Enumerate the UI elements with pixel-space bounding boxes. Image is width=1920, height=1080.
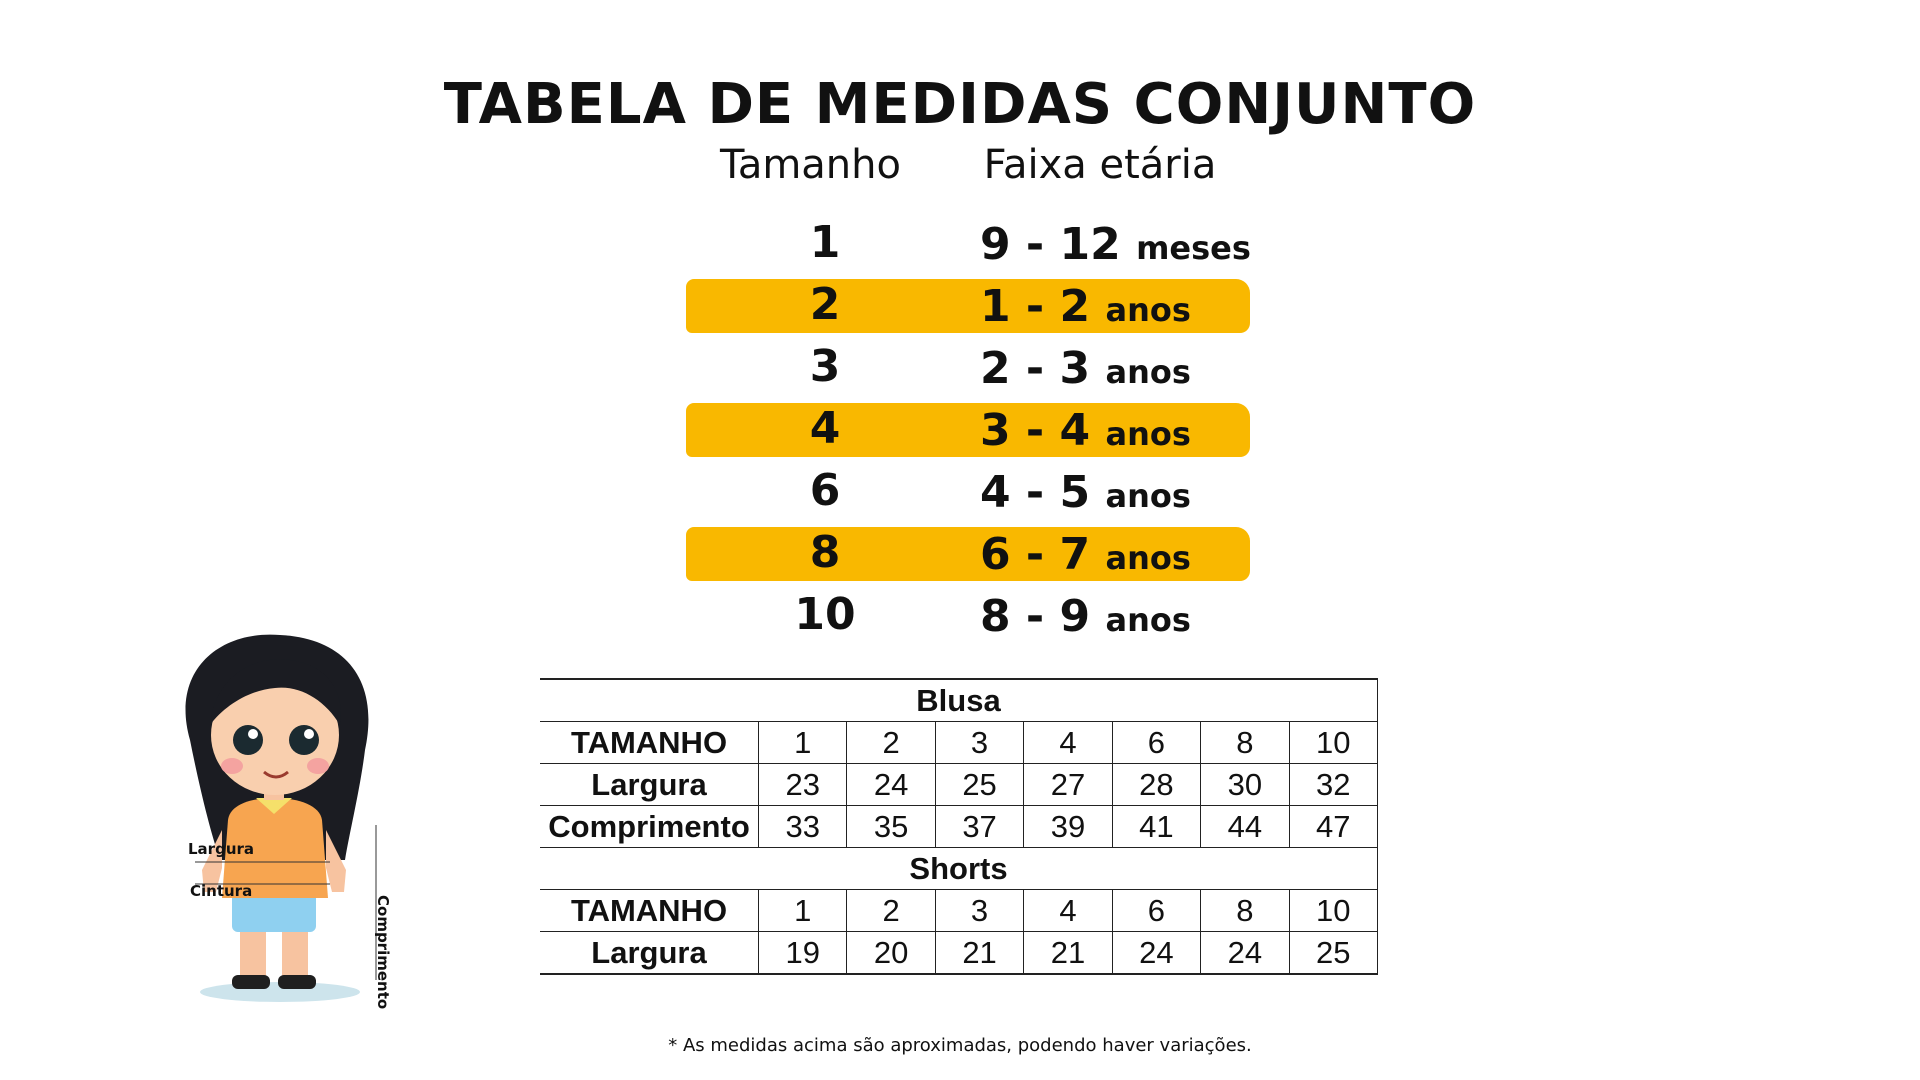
value-cell: 24 [847,764,935,806]
age-table-size-header: Tamanho [720,142,901,188]
size-cell: 1 [759,890,847,932]
age-row [680,399,1250,459]
age-range-value: 8 - 9 [980,591,1091,642]
age-row-range [960,585,1300,645]
page-title: TABELA DE MEDIDAS CONJUNTO [443,72,1477,137]
age-row [680,523,1250,583]
age-range-value: 1 - 2 [980,281,1091,332]
size-cell: 10 [1289,722,1377,764]
age-row-size: 1 [809,217,841,268]
age-row-range [960,275,1300,335]
age-row [680,213,1250,273]
value-cell: 35 [847,806,935,848]
largura-label: Largura [188,840,255,858]
size-cell: 3 [935,890,1023,932]
value-cell: 41 [1112,806,1200,848]
child-illustration [160,630,400,1010]
row-label: Largura [540,932,759,975]
size-cell: 6 [1112,722,1200,764]
age-range-unit: anos [1105,353,1191,391]
value-cell: 21 [935,932,1023,975]
cintura-label: Cintura [190,882,253,900]
size-cell: 1 [759,722,847,764]
value-cell: 27 [1024,764,1112,806]
value-cell: 47 [1289,806,1377,848]
size-cell: 3 [935,722,1023,764]
value-cell: 24 [1201,932,1289,975]
age-range-unit: anos [1105,415,1191,453]
size-cell: 2 [847,722,935,764]
value-cell: 33 [759,806,847,848]
value-cell: 25 [1289,932,1377,975]
comprimento-label: Comprimento [374,895,392,1010]
age-table-range-header: Faixa etária [983,142,1217,188]
size-cell: 8 [1201,890,1289,932]
size-cell: 6 [1112,890,1200,932]
size-cell: 8 [1201,722,1289,764]
table-row [540,890,1378,932]
row-label: Comprimento [540,806,759,848]
size-cell: 10 [1289,890,1377,932]
value-cell: 19 [759,932,847,975]
age-row [680,585,1250,645]
age-range-value: 6 - 7 [980,529,1091,580]
age-row-size: 8 [809,527,841,578]
size-cell: 4 [1024,890,1112,932]
age-row [680,275,1250,335]
blusa-section-title: Blusa [540,679,1378,722]
age-range-unit: anos [1105,291,1191,329]
value-cell: 37 [935,806,1023,848]
age-row-range [960,213,1300,273]
value-cell: 21 [1024,932,1112,975]
measurements-table [540,678,1378,975]
shorts-section-title: Shorts [540,848,1378,890]
age-range-unit: anos [1105,539,1191,577]
age-row-size: 4 [809,403,841,454]
size-cell: 4 [1024,722,1112,764]
value-cell: 32 [1289,764,1377,806]
value-cell: 24 [1112,932,1200,975]
value-cell: 20 [847,932,935,975]
table-row [540,722,1378,764]
value-cell: 30 [1201,764,1289,806]
age-range-unit: anos [1105,477,1191,515]
value-cell: 25 [935,764,1023,806]
age-row-size: 3 [809,341,841,392]
age-range-value: 3 - 4 [980,405,1091,456]
age-row-range [960,461,1300,521]
age-row-range [960,337,1300,397]
value-cell: 23 [759,764,847,806]
age-range-value: 4 - 5 [980,467,1091,518]
age-row [680,461,1250,521]
shorts-size-label: TAMANHO [540,890,759,932]
age-row-size: 6 [809,465,841,516]
row-label: Largura [540,764,759,806]
age-row-range [960,523,1300,583]
value-cell: 39 [1024,806,1112,848]
table-row [540,932,1378,975]
value-cell: 28 [1112,764,1200,806]
age-row-size: 10 [794,589,856,640]
value-cell: 44 [1201,806,1289,848]
age-row [680,337,1250,397]
age-row-size: 2 [809,279,841,330]
age-range-unit: anos [1105,601,1191,639]
table-row [540,806,1378,848]
table-row [540,764,1378,806]
age-range-unit: meses [1136,229,1251,267]
footnote: * As medidas acima são aproximadas, podendo haver variações. [668,1035,1252,1056]
age-row-range [960,399,1300,459]
size-cell: 2 [847,890,935,932]
blusa-size-label: TAMANHO [540,722,759,764]
age-range-value: 2 - 3 [980,343,1091,394]
age-range-value: 9 - 12 [980,219,1121,270]
